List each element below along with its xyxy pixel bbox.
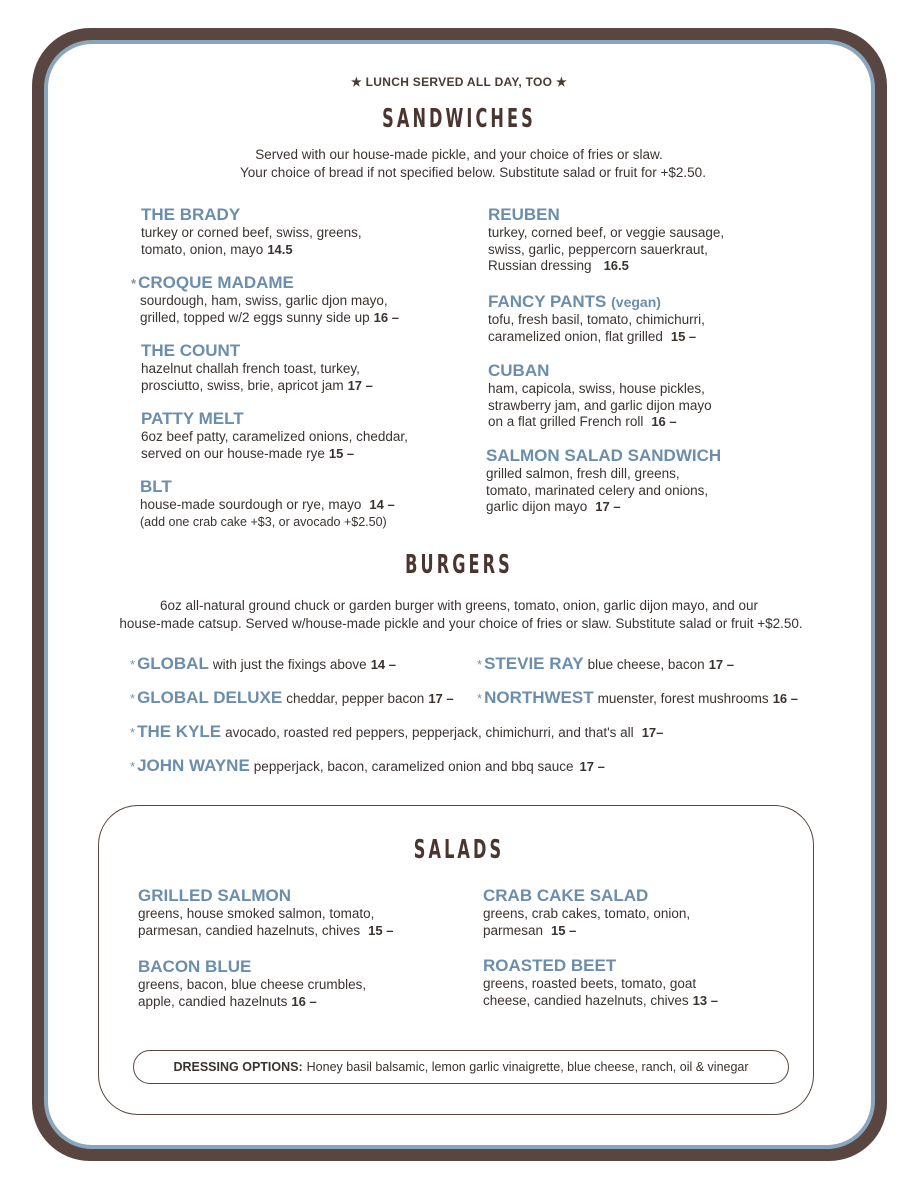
sandwich-item [141, 341, 373, 394]
item-desc: strawberry jam, and garlic dijon mayo [488, 397, 712, 413]
item-desc: swiss, garlic, peppercorn sauerkraut, [488, 241, 708, 257]
item-desc: sourdough, ham, swiss, garlic djon mayo, [140, 293, 388, 308]
item-desc: ham, capicola, swiss, house pickles, [488, 381, 705, 396]
item-desc: parmesan [483, 922, 544, 938]
item-desc: grilled, topped w/2 eggs sunny side up [140, 309, 370, 325]
burger-name: NORTHWEST [484, 688, 594, 707]
item-desc: greens, roasted beets, tomato, goat [483, 976, 697, 991]
item-price: 15 – [670, 328, 697, 344]
salads-title: SALADS [413, 835, 505, 865]
item-desc: greens, bacon, blue cheese crumbles, [138, 977, 367, 992]
sandwich-item [141, 409, 408, 462]
item-desc: tofu, fresh basil, tomato, chimichurri, [488, 312, 705, 327]
item-price: 16 – [291, 993, 317, 1009]
burger-item [130, 688, 454, 708]
item-desc: on a flat grilled French roll [488, 414, 644, 429]
item-tag: (vegan) [611, 294, 661, 310]
sandwich-item [488, 205, 724, 275]
item-desc: cheese, candied hazelnuts, chives [483, 992, 689, 1008]
sandwich-item [140, 477, 395, 530]
item-price: 15 – [328, 445, 355, 461]
item-desc: served on our house-made rye [141, 445, 325, 461]
dressing-options [133, 1050, 789, 1084]
item-desc: hazelnut challah french toast, turkey, [141, 361, 360, 376]
burger-price: 17– [641, 725, 664, 740]
sandwich-item [141, 205, 362, 258]
salad-item [483, 956, 718, 1009]
item-price: 13 – [692, 992, 718, 1008]
item-price: 16 – [373, 309, 399, 325]
burger-item [130, 722, 663, 742]
item-name: THE BRADY [141, 205, 241, 224]
burger-desc: muenster, forest mushrooms [597, 691, 769, 706]
burgers-desc-line2: house-made catsup. Served w/house-made pickle and your choice of fries or slaw. Substitute salad or fruit +$2.50. [119, 616, 803, 631]
burger-price: 16 – [772, 691, 798, 706]
item-name: CUBAN [488, 361, 550, 380]
star-marker: * [130, 725, 136, 740]
burger-price: 17 – [708, 657, 734, 672]
item-name: GRILLED SALMON [138, 886, 291, 905]
item-desc: tomato, onion, mayo [141, 241, 264, 257]
item-name: FANCY PANTS [488, 292, 607, 311]
burger-price: 14 – [370, 657, 396, 672]
item-desc: apple, candied hazelnuts [138, 993, 288, 1009]
burger-name: GLOBAL [137, 654, 209, 673]
star-marker: * [130, 657, 136, 672]
item-name: THE COUNT [141, 341, 241, 360]
burger-desc: avocado, roasted red peppers, pepperjack, chimichurri, and that's all [225, 725, 634, 740]
burger-item [477, 688, 798, 708]
burger-item [130, 756, 605, 776]
item-desc: Russian dressing [488, 258, 592, 273]
burger-name: THE KYLE [137, 722, 222, 741]
star-marker: * [131, 276, 137, 291]
dressing-label: DRESSING OPTIONS: [173, 1060, 303, 1074]
burger-item [477, 654, 734, 674]
burger-desc: blue cheese, bacon [587, 657, 705, 672]
sandwich-item [131, 273, 399, 326]
salad-item [138, 957, 366, 1010]
sandwiches-desc-line2: Your choice of bread if not specified below. Substitute salad or fruit for +$2.50. [240, 165, 706, 180]
sandwiches-desc-line1: Served with our house-made pickle, and your choice of fries or slaw. [255, 147, 663, 162]
burger-name: GLOBAL DELUXE [137, 688, 283, 707]
star-marker: * [477, 657, 483, 672]
item-name: BLT [140, 477, 172, 496]
item-desc: 6oz beef patty, caramelized onions, cheddar, [141, 429, 408, 444]
sandwich-item [486, 446, 721, 516]
star-marker: * [477, 691, 483, 706]
star-marker: * [130, 691, 136, 706]
salad-item [138, 886, 393, 939]
dressing-text: Honey basil balsamic, lemon garlic vinaigrette, blue cheese, ranch, oil & vinegar [306, 1060, 749, 1074]
item-name: ROASTED BEET [483, 956, 617, 975]
item-desc: greens, crab cakes, tomato, onion, [483, 906, 691, 921]
burgers-title: BURGERS [405, 550, 513, 580]
item-desc: turkey, corned beef, or veggie sausage, [488, 225, 725, 240]
item-name: CRAB CAKE SALAD [483, 886, 649, 905]
item-price: 17 – [347, 377, 373, 393]
burger-price: 17 – [579, 759, 605, 774]
item-price: 16.5 [603, 258, 629, 273]
burger-name: STEVIE RAY [484, 654, 584, 673]
burgers-desc-line1: 6oz all-natural ground chuck or garden burger with greens, tomato, onion, garlic dijon mayo, and our [159, 598, 759, 613]
item-price: 15 – [368, 922, 394, 938]
item-name: PATTY MELT [141, 409, 244, 428]
burger-desc: pepperjack, bacon, caramelized onion and bbq sauce [253, 759, 574, 774]
item-desc: tomato, marinated celery and onions, [486, 482, 709, 498]
item-name: BACON BLUE [138, 957, 252, 976]
tagline: ★ LUNCH SERVED ALL DAY, TOO ★ [350, 75, 568, 89]
sandwiches-title: SANDWICHES [382, 104, 536, 134]
item-price: 17 – [595, 499, 621, 514]
salad-item [483, 886, 690, 939]
item-note: (add one crab cake +$3, or avocado +$2.50) [140, 514, 387, 529]
burger-price: 17 – [428, 691, 454, 706]
item-name: CROQUE MADAME [138, 273, 294, 292]
sandwich-item [488, 292, 705, 345]
item-price: 15 – [551, 922, 577, 938]
item-desc: caramelized onion, flat grilled [488, 328, 663, 344]
sandwich-item [488, 361, 712, 431]
item-desc: garlic dijon mayo [486, 499, 588, 514]
item-desc: grilled salmon, fresh dill, greens, [486, 466, 680, 481]
item-desc: house-made sourdough or rye, mayo [140, 497, 362, 512]
item-name: REUBEN [488, 205, 560, 224]
burger-desc: with just the fixings above [212, 657, 367, 672]
item-desc: prosciutto, swiss, brie, apricot jam [141, 377, 344, 393]
item-price: 16 – [651, 414, 677, 429]
item-price: 14 – [369, 497, 395, 512]
item-desc: greens, house smoked salmon, tomato, [138, 906, 375, 921]
burger-item [130, 654, 396, 674]
star-marker: * [130, 759, 136, 774]
burger-desc: cheddar, pepper bacon [286, 691, 425, 706]
item-price: 14.5 [267, 241, 293, 257]
item-desc: parmesan, candied hazelnuts, chives [138, 922, 361, 938]
item-desc: turkey or corned beef, swiss, greens, [141, 225, 362, 240]
item-name: SALMON SALAD SANDWICH [486, 446, 722, 465]
burger-name: JOHN WAYNE [137, 756, 250, 775]
